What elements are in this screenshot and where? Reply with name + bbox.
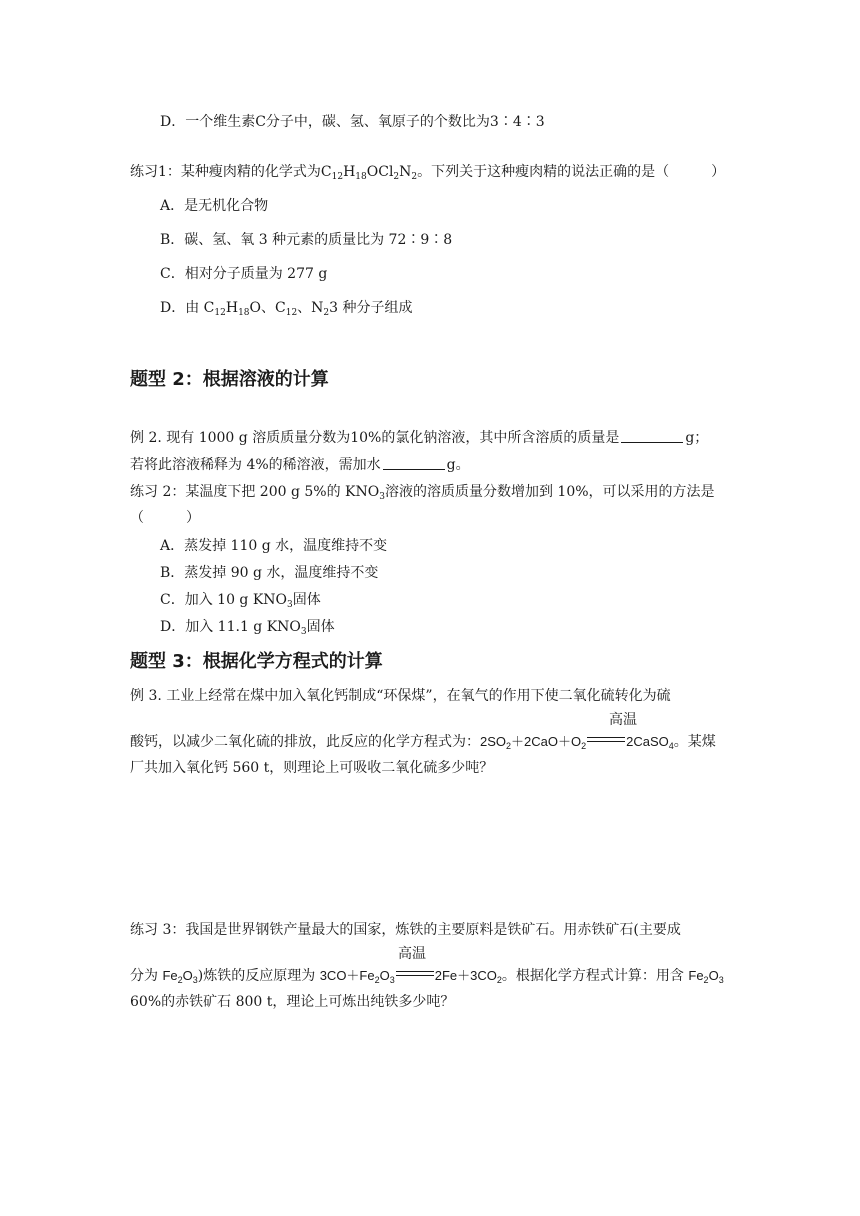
formula-part: O [708,968,719,983]
formula [688,968,723,983]
exercise-2-option-a [160,536,387,556]
section-heading-type-3: 题型 3：根据化学方程式的计算 [130,651,383,672]
exercise-2-option-d [160,617,335,637]
formula [162,968,197,983]
unit-text: g。 [446,457,470,473]
exercise-1-stem [130,162,725,182]
subscript: 2 [496,975,502,985]
subscript: 3 [300,627,307,637]
option-text: D．由 C [160,300,215,316]
subscript: 3 [192,975,198,985]
formula-part: OCl [366,164,394,180]
option-text: B．蒸发掉 90 g 水，温度维持不变 [160,565,379,581]
chemical-equation [480,734,674,749]
formula-part: Fe [162,968,178,983]
formula-part: N [399,164,412,180]
question-option-d [160,112,545,132]
option-text: 、N [297,300,324,316]
stem-text: 例 2. 现有 1000 g 溶质质量分数为10%的氯化钠溶液，其中所含溶质的质量是 [130,430,620,446]
exercise-1-option-a [160,196,268,216]
formula-part: H [343,164,356,180]
formula-part: O [182,968,193,983]
double-line-arrow [586,735,626,745]
example-3-line-1: 例 3. 工业上经常在煤中加入氧化钙制成“环保煤”，在氧气的作用下使二氧化硫转化为硫 [130,688,671,704]
option-text: A．蒸发掉 110 g 水，温度维持不变 [160,538,388,554]
option-text: 3 种分子组成 [329,300,413,316]
paren-close: ） [711,164,726,180]
stem-text: 酸钙，以减少二氧化硫的排放，此反应的化学方程式为： [130,734,480,750]
option-text: 固体 [292,592,321,608]
stem-text: 。某煤 [673,734,716,750]
subscript: 3 [379,492,385,502]
option-text: C．相对分子质量为 277 g [160,266,328,282]
subscript: 2 [323,308,330,318]
stem-text: 若将此溶液稀释为 4%的稀溶液，需加水 [130,457,381,473]
subscript: 18 [238,308,250,318]
option-text: A．是无机化合物 [160,198,269,214]
subscript: 2 [703,975,709,985]
stem-text: 练习 2：某温度下把 200 g 5%的 KNO [130,484,380,500]
option-text: 固体 [306,619,335,635]
subscript: 2 [374,975,380,985]
subscript: 2 [393,172,400,182]
exercise-1-option-d [160,298,413,318]
formula-part: O [379,968,390,983]
formula-part: Fe [688,968,704,983]
stem-text: 。下列关于这种瘦肉精的说法正确的是（ [417,164,670,180]
paren-close: ） [186,510,200,526]
formula-part: 2Fe＋3CO [434,968,497,983]
answer-blank [383,455,445,470]
answer-blank [621,428,683,443]
subscript: 3 [718,975,724,985]
example-2-line-2 [130,455,470,475]
example-3-line-2 [130,732,716,752]
subscript: 3 [287,600,293,610]
formula-part: ＋2CaO＋O [511,734,582,749]
formula-part: H [225,300,239,316]
reaction-condition: 高温 [609,712,637,728]
exercise-3-line-2 [130,966,724,986]
subscript: 18 [355,172,367,182]
exercise-1-option-c [160,264,327,284]
subscript: 2 [177,975,183,985]
exercise-1-option-b [160,230,452,250]
option-text: C．加入 10 g KNO [160,592,288,608]
subscript: 2 [506,741,512,751]
formula-part: 2SO [480,734,507,749]
stem-text: 分为 [130,968,163,984]
subscript: 2 [581,741,587,751]
subscript: 12 [331,172,344,182]
reaction-condition: 高温 [398,946,426,962]
example-3-line-3: 厂共加入氧化钙 560 t，则理论上可吸收二氧化硫多少吨？ [130,760,494,776]
chemical-equation [320,968,502,983]
option-text: B．碳、氢、氧 3 种元素的质量比为 72∶9∶8 [160,232,453,248]
subscript: 4 [668,741,674,751]
stem-text: )炼铁的反应原理为 [197,968,320,984]
stem-text: 溶液的溶质质量分数增加到 10%，可以采用的方法是 [384,484,715,500]
paren-open: （ [130,510,144,526]
subscript: 2 [411,172,418,182]
exercise-2-option-b [160,563,378,583]
section-heading-type-2: 题型 2：根据溶液的计算 [130,369,329,390]
exercise-2-line-2 [130,508,200,528]
subscript: 12 [285,308,298,318]
double-line-arrow [395,969,435,979]
formula-part: 2CaSO [626,734,669,749]
exercise-2-option-c [160,590,321,610]
option-text: D．一个维生素C分子中，碳、氢、氧原子的个数比为3∶4∶3 [160,114,545,130]
option-text: D．加入 11.1 g KNO [160,619,301,635]
exercise-2-line-1 [130,482,715,502]
subscript: 12 [214,308,226,318]
exercise-3-line-3: 60%的赤铁矿石 800 t，理论上可炼出纯铁多少吨？ [130,994,455,1010]
subscript: 3 [389,975,395,985]
example-2-line-1 [130,428,708,448]
option-text: O、C [249,300,286,316]
stem-text: 练习1：某种瘦肉精的化学式为C [130,164,332,180]
stem-text: 。根据化学方程式计算：用含 [501,968,689,984]
unit-text: g； [685,430,709,446]
formula-part: 3CO＋Fe [319,968,375,983]
exercise-3-line-1: 练习 3：我国是世界钢铁产量最大的国家，炼铁的主要原料是铁矿石。用赤铁矿石(主要成 [130,922,681,938]
